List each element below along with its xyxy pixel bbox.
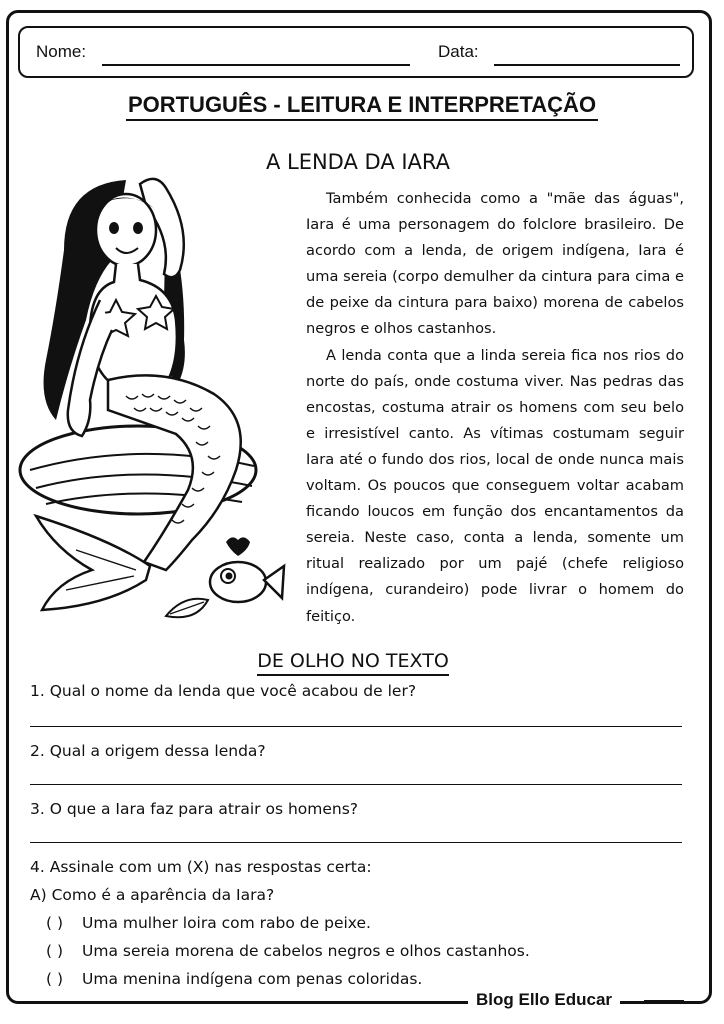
footer-rule — [644, 1000, 684, 1003]
page-title: PORTUGUÊS - LEITURA E INTERPRETAÇÃO — [0, 92, 724, 118]
date-field[interactable] — [494, 64, 680, 66]
footer-brand: Blog Ello Educar — [468, 990, 620, 1010]
checkbox[interactable]: ( ) — [46, 914, 64, 932]
story-title: A LENDA DA IARA — [265, 150, 451, 174]
option-2[interactable] — [46, 942, 530, 960]
answer-line-3[interactable] — [30, 842, 682, 843]
checkbox[interactable]: ( ) — [46, 942, 64, 960]
option-1[interactable] — [46, 914, 371, 932]
section-title: DE OLHO NO TEXTO — [248, 650, 458, 672]
option-label: Uma menina indígena com penas coloridas. — [82, 970, 423, 988]
header-box — [18, 26, 694, 78]
question-3: 3. O que a Iara faz para atrair os homens? — [30, 800, 359, 818]
option-label: Uma mulher loira com rabo de peixe. — [82, 914, 371, 932]
story-text — [306, 186, 684, 630]
checkbox[interactable]: ( ) — [46, 970, 64, 988]
story-paragraph: A lenda conta que a linda sereia fica nos rios do norte do país, onde costuma viver. Nas pedras das encostas, costuma atrair os homens com seu belo e irresistível canto. As vítimas costumam seguir Iara até o fundo dos rios, local de onde nunca mais voltam. Os poucos que conseguem voltar acabam ficando loucos em função dos encantamentos da sereia. Neste caso, conta a lenda, somente um ritual realizado por um pajé (chefe religioso indígena, curandeiro) pode livrar o homem do feitiço. — [306, 346, 684, 625]
story-paragraph: Também conhecida como a "mãe das águas", Iara é uma personagem do folclore brasileiro. De acordo com a lenda, de origem indígena, Iara é uma sereia (corpo demulher da cintura para cima e de peixe da cintura para baixo) morena de cabelos negros e olhos castanhos. — [306, 190, 684, 338]
question-2: 2. Qual a origem dessa lenda? — [30, 742, 266, 760]
mermaid-illustration — [16, 170, 300, 640]
name-field[interactable] — [102, 64, 410, 66]
name-label: Nome: — [36, 42, 87, 61]
answer-line-1[interactable] — [30, 726, 682, 727]
option-3[interactable] — [46, 970, 422, 988]
option-label: Uma sereia morena de cabelos negros e olhos castanhos. — [82, 942, 530, 960]
question-4: 4. Assinale com um (X) nas respostas certa: — [30, 858, 372, 876]
sub-question-a: A) Como é a aparência da Iara? — [30, 886, 275, 904]
question-1: 1. Qual o nome da lenda que você acabou de ler? — [30, 682, 417, 700]
date-label: Data: — [438, 42, 479, 61]
answer-line-2[interactable] — [30, 784, 682, 785]
